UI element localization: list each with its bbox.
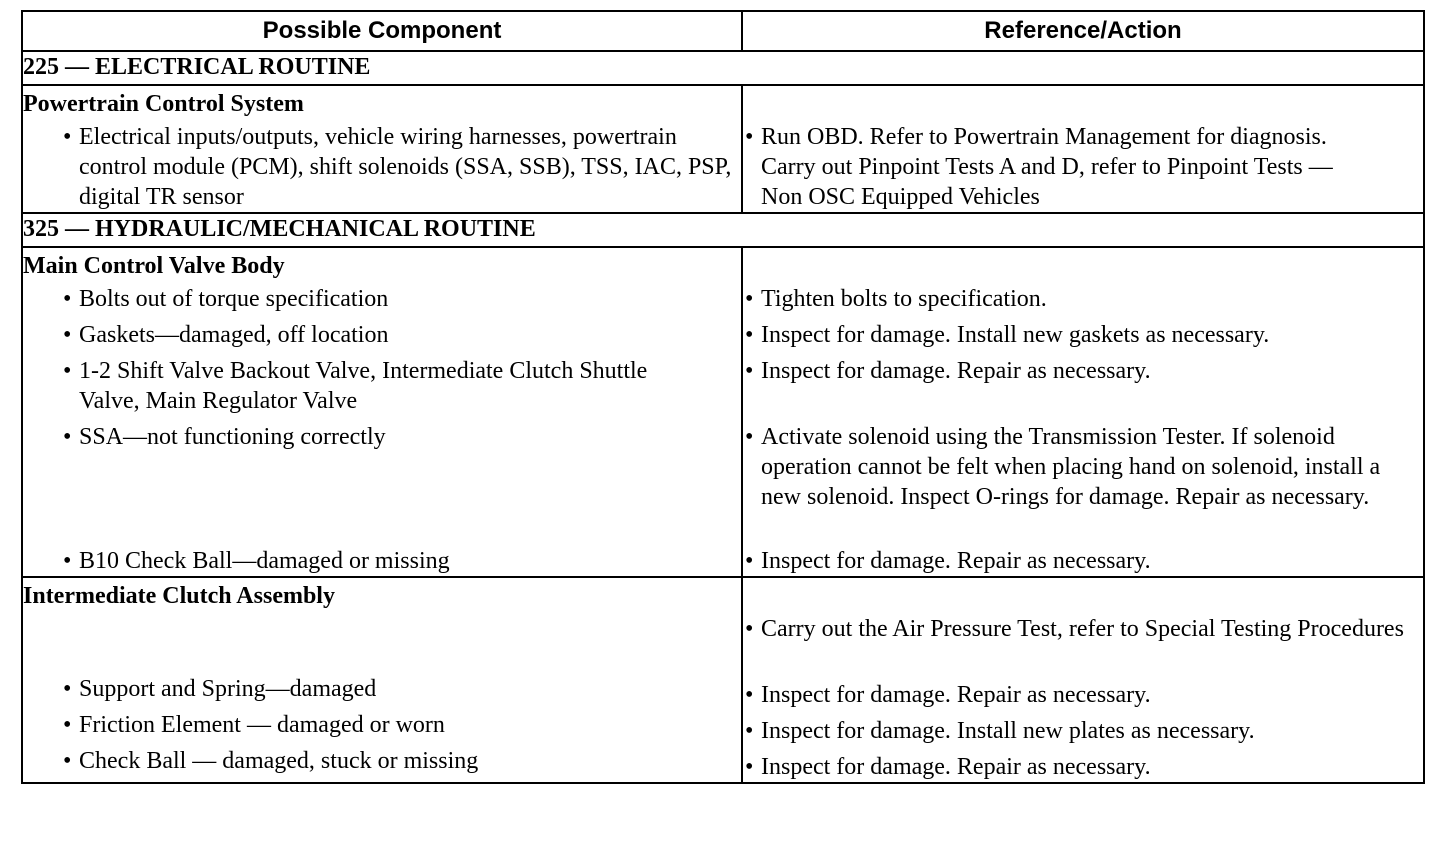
component-text: Electrical inputs/outputs, vehicle wiring harnesses, powertrain control module (PCM), shift solenoids (SSA, SSB), TSS, IAC, PSP, digital TR sensor	[79, 124, 732, 210]
bullet-icon: •	[63, 748, 72, 774]
component-item	[23, 422, 741, 546]
action-item	[743, 320, 1423, 356]
component-item	[23, 320, 741, 356]
component-text: Support and Spring—damaged	[79, 676, 377, 702]
bullet-icon: •	[745, 682, 754, 708]
action-text: Inspect for damage. Install new gaskets as necessary.	[761, 322, 1270, 348]
action-item	[743, 122, 1423, 212]
action-item	[743, 422, 1423, 546]
action-item	[743, 752, 1423, 782]
component-text: 1-2 Shift Valve Backout Valve, Intermediate Clutch Shuttle Valve, Main Regulator Valve	[79, 358, 648, 414]
component-item	[23, 746, 741, 776]
bullet-icon: •	[745, 424, 754, 450]
bullet-icon: •	[63, 548, 72, 574]
component-item	[23, 674, 741, 710]
group-row	[22, 247, 1424, 577]
header-row	[22, 11, 1424, 51]
component-item	[23, 546, 741, 576]
component-cell	[22, 85, 742, 213]
action-text: Tighten bolts to specification.	[761, 286, 1047, 312]
bullet-icon: •	[745, 358, 754, 384]
bullet-icon: •	[745, 286, 754, 312]
bullet-icon: •	[63, 712, 72, 738]
component-text: SSA—not functioning correctly	[79, 424, 386, 450]
routine-row	[22, 51, 1424, 85]
component-text: Check Ball — damaged, stuck or missing	[79, 748, 479, 774]
component-item	[23, 710, 741, 746]
group-title-valve-body: Main Control Valve Body	[23, 253, 285, 279]
action-item	[743, 680, 1423, 716]
bullet-icon: •	[63, 322, 72, 348]
group-row	[22, 577, 1424, 783]
group-title-powertrain: Powertrain Control System	[23, 91, 304, 117]
component-cell	[22, 247, 742, 577]
action-cell	[742, 577, 1424, 783]
action-item	[743, 546, 1423, 576]
component-text: B10 Check Ball—damaged or missing	[79, 548, 450, 574]
action-text: Carry out the Air Pressure Test, refer to Special Testing Procedures	[761, 616, 1404, 642]
bullet-icon: •	[63, 286, 72, 312]
action-text: Inspect for damage. Repair as necessary.	[761, 754, 1151, 780]
component-item	[23, 284, 741, 320]
bullet-icon: •	[745, 754, 754, 780]
component-item	[23, 356, 741, 422]
action-item	[743, 614, 1423, 680]
routine-title-electrical: 225 — ELECTRICAL ROUTINE	[22, 51, 1424, 85]
bullet-icon: •	[63, 676, 72, 702]
action-item	[743, 356, 1423, 422]
component-text: Gaskets—damaged, off location	[79, 322, 389, 348]
action-text: Activate solenoid using the Transmission Tester. If solenoid operation cannot be felt when placing hand on solenoid, install a new solenoid. Inspect O-rings for damage. Repair as necessary.	[761, 424, 1381, 510]
action-cell	[742, 85, 1424, 213]
component-text: Friction Element — damaged or worn	[79, 712, 445, 738]
bullet-icon: •	[745, 718, 754, 744]
action-text: Inspect for damage. Install new plates as necessary.	[761, 718, 1255, 744]
routine-title-hydraulic: 325 — HYDRAULIC/MECHANICAL ROUTINE	[22, 213, 1424, 247]
group-row	[22, 85, 1424, 213]
header-reference-action: Reference/Action	[742, 11, 1424, 51]
routine-row	[22, 213, 1424, 247]
component-cell	[22, 577, 742, 783]
bullet-icon: •	[63, 358, 72, 384]
action-text: Inspect for damage. Repair as necessary.	[761, 548, 1151, 574]
action-text: Inspect for damage. Repair as necessary.	[761, 358, 1151, 384]
bullet-icon: •	[745, 616, 754, 642]
group-title-clutch: Intermediate Clutch Assembly	[23, 583, 335, 609]
diagnostic-table	[21, 10, 1425, 784]
bullet-icon: •	[63, 424, 72, 450]
action-text: Run OBD. Refer to Powertrain Management for diagnosis. Carry out Pinpoint Tests A and D, refer to Pinpoint Tests — Non OSC Equipped Vehicles	[761, 124, 1333, 210]
component-text: Bolts out of torque specification	[79, 286, 389, 312]
action-text: Inspect for damage. Repair as necessary.	[761, 682, 1151, 708]
action-cell	[742, 247, 1424, 577]
bullet-icon: •	[745, 124, 754, 150]
bullet-icon: •	[745, 548, 754, 574]
action-item	[743, 716, 1423, 752]
bullet-icon: •	[745, 322, 754, 348]
action-item	[743, 284, 1423, 320]
bullet-icon: •	[63, 124, 72, 150]
header-possible-component: Possible Component	[22, 11, 742, 51]
component-item	[23, 122, 741, 212]
